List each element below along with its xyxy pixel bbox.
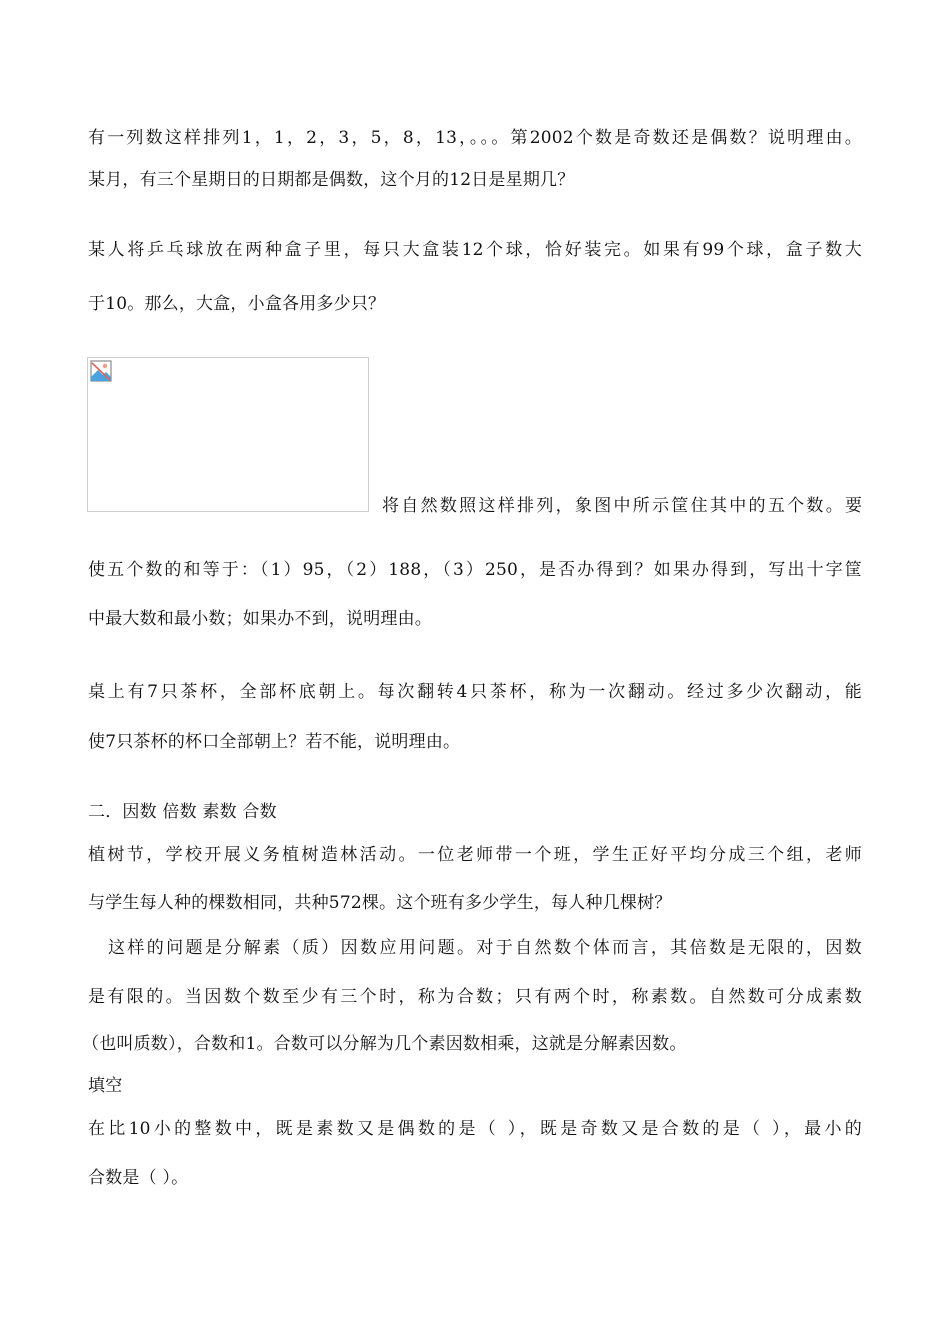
paragraph-cross-line3: 中最大数和最小数；如果办不到，说明理由。 [88,609,432,629]
paragraph-pingpong-line1: 某人将乒乓球放在两种盒子里，每只大盒装12个球，恰好装完。如果有99个球，盒子数大 [88,240,862,260]
paragraph-trees-line2: 与学生每人种的棵数相同，共种572棵。这个班有多少学生，每人种几棵树？ [88,893,672,913]
paragraph-factor-line1: 这样的问题是分解素（质）因数应用问题。对于自然数个体而言，其倍数是无限的，因数 [108,938,862,958]
paragraph-pingpong-line2: 于10。那么，大盒，小盒各用多少只？ [88,294,386,314]
fill-heading: 填空 [88,1076,123,1096]
paragraph-factor-line2: 是有限的。当因数个数至少有三个时，称为合数；只有两个时，称素数。自然数可分成素数 [88,987,862,1007]
paragraph-fill-line2: 合数是（ ）。 [88,1168,189,1188]
paragraph-fill-line1: 在比10小的整数中，既是素数又是偶数的是（ ），既是奇数又是合数的是（ ），最小的 [88,1119,862,1139]
paragraph-teacups-line2: 使7只茶杯的杯口全部朝上？若不能，说明理由。 [88,732,461,752]
paragraph-trees-line1: 植树节，学校开展义务植树造林活动。一位老师带一个班，学生正好平均分成三个组，老师 [88,845,862,865]
paragraph-teacups-line1: 桌上有7只茶杯，全部杯底朝上。每次翻转4只茶杯，称为一次翻动。经过多少次翻动，能 [88,682,862,702]
paragraph-factor-line3: （也叫质数），合数和1。合数可以分解为几个素因数相乘，这就是分解素因数。 [82,1034,687,1054]
paragraph-cross-line1: 将自然数照这样排列，象图中所示筐住其中的五个数。要 [382,496,862,516]
section-heading: 二．因数 倍数 素数 合数 [88,802,277,822]
broken-image-icon [90,360,112,382]
figure-image-placeholder [87,357,369,512]
paragraph-sunday: 某月，有三个星期日的日期都是偶数，这个月的12日是星期几？ [88,170,575,190]
paragraph-cross-line2: 使五个数的和等于：（1）95，（2）188，（3）250，是否办得到？如果办得到，写出十字筐 [88,560,862,580]
paragraph-fibonacci: 有一列数这样排列1，1，2，3，5，8，13，。。。第2002个数是奇数还是偶数？说明理由。 [88,128,862,148]
